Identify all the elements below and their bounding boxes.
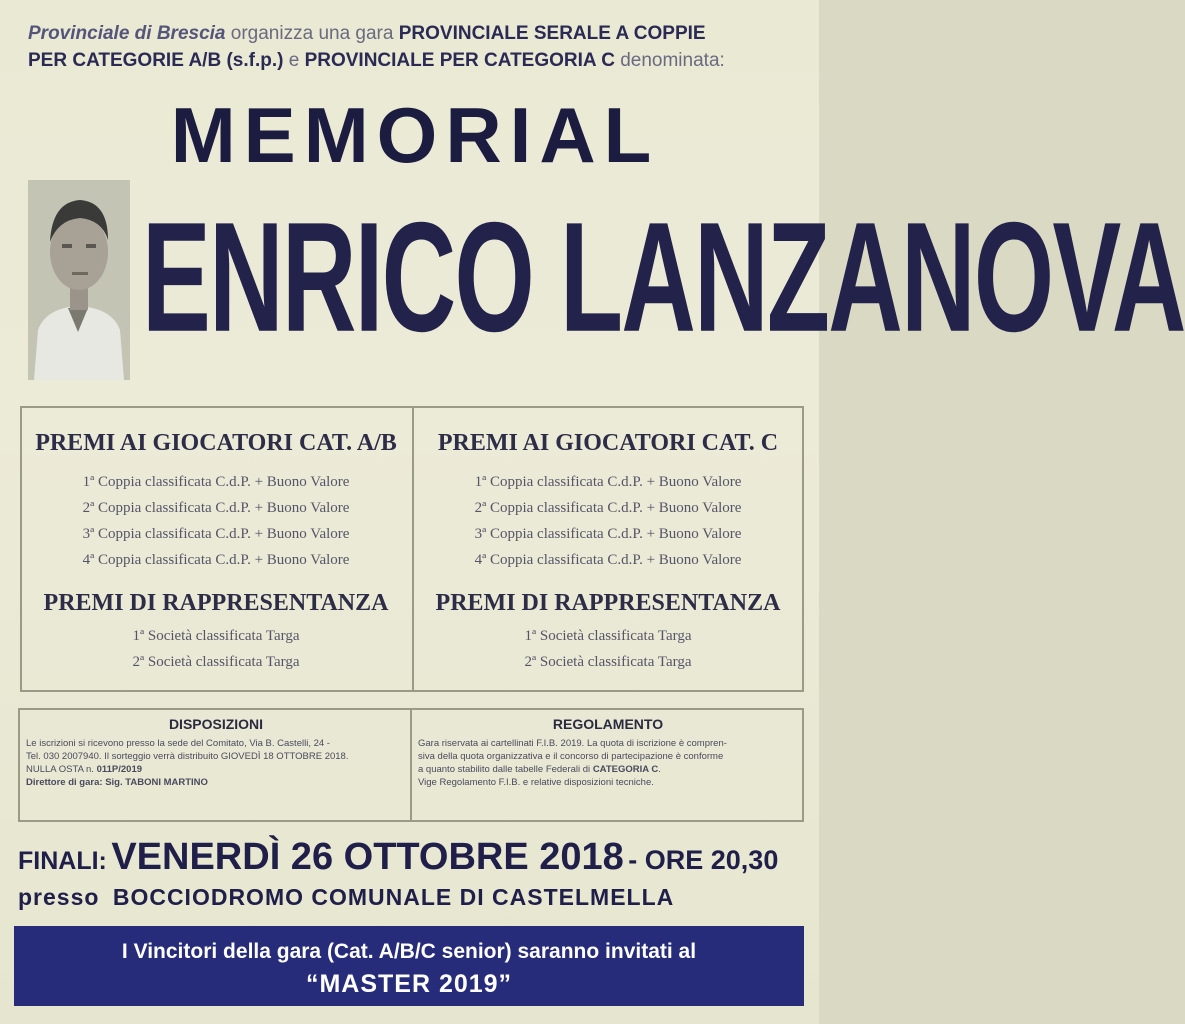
representation-c-row: 1ª Società classificata Targa — [524, 628, 692, 644]
prizes-ab-title: PREMI AI GIOCATORI CAT. A/B — [35, 430, 397, 456]
honoree-name: ENRICO LANZANOVA — [142, 190, 1185, 365]
regolamento-category-text: a quanto stabilito dalle tabelle Federali di — [418, 764, 593, 775]
intro-line-1 — [28, 12, 803, 20]
disposizioni-line: Tel. 030 2007940. Il sorteggio verrà distribuito GIOVEDÌ 18 OTTOBRE 2018. — [26, 751, 349, 762]
director-label: Direttore di gara: — [26, 777, 106, 788]
prize-ab-row: 3ª Coppia classificata C.d.P. + Buono Valore — [82, 526, 350, 542]
venue-prefix: presso — [18, 884, 100, 910]
prize-c-row: 1ª Coppia classificata C.d.P. + Buono Valore — [474, 474, 742, 490]
nulla-osta-label: NULLA OSTA n. — [26, 764, 97, 775]
finals-date: VENERDÌ 26 OTTOBRE 2018 — [111, 836, 624, 878]
intro-and: e — [283, 50, 305, 71]
regolamento-category-line — [418, 763, 798, 776]
finals-time: - ORE 20,30 — [628, 845, 779, 875]
intro-province: Provinciale di Brescia — [28, 23, 226, 44]
regolamento-line: Gara riservata ai cartellinati F.I.B. 2019. La quota di iscrizione è compren- — [418, 738, 727, 749]
prize-c-row: 2ª Coppia classificata C.d.P. + Buono Valore — [474, 500, 742, 516]
disposizioni-section — [26, 710, 406, 820]
intro-line-3 — [28, 47, 803, 74]
portrait-photo — [28, 180, 130, 380]
banner-line-1: I Vincitori della gara (Cat. A/B/C senior) saranno invitati al — [121, 940, 697, 963]
master-banner — [14, 926, 804, 1006]
regolamento-category: CATEGORIA C — [592, 764, 659, 775]
venue-name: BOCCIODROMO COMUNALE DI CASTELMELLA — [112, 884, 675, 910]
memorial-heading: MEMORIAL — [170, 91, 660, 179]
disposizioni-nulla-osta — [26, 763, 406, 776]
regolamento-section — [418, 710, 798, 820]
prizes-box — [20, 406, 804, 692]
prize-c-row: 3ª Coppia classificata C.d.P. + Buono Valore — [474, 526, 742, 542]
representation-c-title: PREMI DI RAPPRESENTANZA — [435, 590, 781, 616]
intro-organizes: organizza una gara — [225, 23, 399, 44]
disposizioni-title: DISPOSIZIONI — [168, 716, 264, 732]
representation-ab-row: 1ª Società classificata Targa — [132, 628, 300, 644]
intro-categories: PER CATEGORIE A/B (s.f.p.) — [28, 50, 284, 71]
intro-category-c: PROVINCIALE PER CATEGORIA C — [304, 50, 615, 71]
disposizioni-line: Le iscrizioni si ricevono presso la sede del Comitato, Via B. Castelli, 24 - — [26, 738, 330, 749]
finals-label: FINALI: — [18, 847, 107, 875]
prize-ab-row: 4ª Coppia classificata C.d.P. + Buono Valore — [82, 552, 350, 568]
prize-ab-row: 2ª Coppia classificata C.d.P. + Buono Valore — [82, 500, 350, 516]
representation-ab-row: 2ª Società classificata Targa — [132, 654, 300, 670]
rules-box — [18, 708, 804, 822]
prize-ab-row: 1ª Coppia classificata C.d.P. + Buono Valore — [82, 474, 350, 490]
regolamento-line: siva della quota organizzativa e il concorso di partecipazione è conforme — [418, 751, 724, 762]
nulla-osta-number: 011P/2019 — [96, 764, 143, 775]
director-name: Sig. TABONI MARTINO — [105, 777, 208, 788]
prizes-c-column — [414, 408, 802, 690]
regolamento-period: . — [658, 764, 661, 775]
intro-named: denominata: — [614, 50, 725, 71]
representation-ab-title: PREMI DI RAPPRESENTANZA — [43, 590, 389, 616]
regolamento-title: REGOLAMENTO — [552, 716, 664, 732]
representation-c-row: 2ª Società classificata Targa — [524, 654, 692, 670]
rules-divider — [410, 710, 412, 820]
intro-text — [28, 12, 803, 74]
prizes-ab-column — [22, 408, 410, 690]
finals-line — [18, 836, 808, 879]
venue-line — [18, 884, 808, 911]
portrait-image — [28, 180, 130, 380]
intro-line-2 — [28, 20, 803, 47]
regolamento-line: Vige Regolamento F.I.B. e relative disposizioni tecniche. — [418, 777, 654, 788]
disposizioni-director — [26, 776, 406, 789]
intro-event-type: PROVINCIALE SERALE A COPPIE — [398, 23, 706, 44]
banner-line-2: “MASTER 2019” — [305, 970, 513, 998]
prize-c-row: 4ª Coppia classificata C.d.P. + Buono Valore — [474, 552, 742, 568]
prizes-c-title: PREMI AI GIOCATORI CAT. C — [437, 430, 779, 456]
